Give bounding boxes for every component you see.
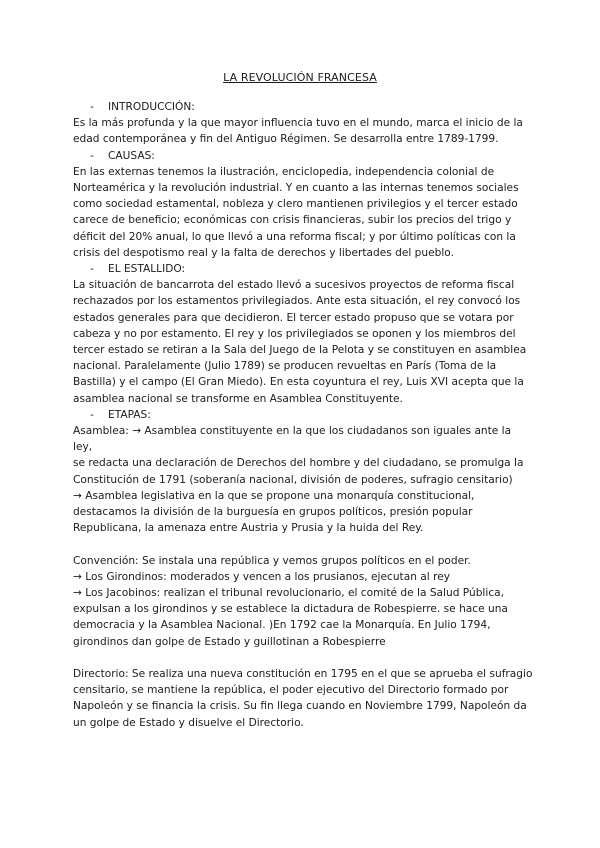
section-paragraph-causas (73, 164, 533, 261)
section-heading-introduccion (73, 99, 533, 115)
text-line: un golpe de Estado y disuelve el Directorio. (73, 716, 304, 729)
text-line: asamblea nacional se transforme en Asamblea Constituyente. (73, 392, 403, 405)
text-line: Convención: Se instala una república y vemos grupos políticos en el poder. (73, 554, 471, 567)
text-line: edad contemporánea y fin del Antiguo Régimen. Se desarrolla entre 1789-1799. (73, 133, 499, 146)
text-line: rechazados por los estamentos privilegiados. Ante esta situación, el rey convocó los (73, 295, 521, 308)
text-line: censitario, se mantiene la república, el poder ejecutivo del Directorio formado por (73, 684, 509, 697)
text-line: Napoleón y se financia la crisis. Su fin llega cuando en Noviembre 1799, Napoleón da (73, 700, 527, 713)
text-line: → Los Jacobinos: realizan el tribunal revolucionario, el comité de la Salud Pública, (73, 587, 505, 600)
bullet-dash: - (90, 149, 94, 162)
text-line: estados generales para que decidieron. El tercer estado propuso que se votara por (73, 311, 514, 324)
section-heading-estallido (73, 261, 533, 277)
text-line: destacamos la división de la burguesía en grupos políticos, presión popular (73, 506, 473, 519)
text-line: como sociedad estamental, nobleza y clero mantienen privilegios y el tercer estado (73, 198, 518, 211)
text-line: girondinos dan golpe de Estado y guillotinan a Robespierre (73, 635, 386, 648)
text-line: Republicana, la amenaza entre Austria y Prusia y la huida del Rey. (73, 522, 424, 535)
text-line: Constitución de 1791 (soberanía nacional, división de poderes, sufragio censitario) (73, 473, 513, 486)
blank-line (73, 536, 533, 552)
text-line: En las externas tenemos la ilustración, enciclopedia, independencia colonial de (73, 165, 495, 178)
text-line: tercer estado se retiran a la Sala del Juego de la Pelota y se constituyen en asamblea (73, 344, 527, 356)
bullet-dash: - (90, 408, 94, 421)
section-heading-etapas (73, 407, 533, 423)
section-paragraph-asamblea (73, 423, 533, 536)
heading-text: INTRODUCCIÓN: (108, 101, 195, 113)
heading-text: EL ESTALLIDO: (108, 263, 186, 275)
document-body (73, 99, 533, 731)
section-paragraph-convencion (73, 553, 533, 650)
text-line: déficit del 20% anual, lo que llevó a una reforma fiscal; y por último políticas con la (73, 230, 516, 243)
text-line: carece de beneficio; económicas con crisis financieras, subir los precios del trigo y (73, 214, 512, 227)
section-heading-causas (73, 148, 533, 164)
text-line: → Los Girondinos: moderados y vencen a los prusianos, ejecutan al rey (73, 570, 450, 583)
text-line: Norteamérica y la revolución industrial. Y en cuanto a las internas tenemos sociales (73, 181, 519, 194)
heading-text: ETAPAS: (108, 408, 151, 421)
text-line: democracia y la Asamblea Nacional. )En 1792 cae la Monarquía. En Julio 1794, (73, 619, 491, 632)
section-paragraph-directorio (73, 666, 533, 731)
section-paragraph-introduccion (73, 115, 533, 147)
text-line: Directorio: Se realiza una nueva constitución en 1795 en el que se aprueba el sufragio (73, 668, 533, 681)
text-line: nacional. Paralelamente (Julio 1789) se producen revueltas en París (Toma de la (73, 360, 497, 373)
text-line: expulsan a los girondinos y se establece la dictadura de Robespierre. se hace una (73, 603, 508, 616)
blank-line (73, 650, 533, 666)
bullet-dash: - (90, 263, 94, 275)
text-line: cabeza y no por estamento. El rey y los privilegiados se oponen y los miembros del (73, 327, 516, 340)
document-title: LA REVOLUCIÓN FRANCESA (223, 71, 377, 84)
bullet-dash: - (90, 101, 94, 113)
text-line: → Asamblea legislativa en la que se propone una monarquía constitucional, (73, 489, 475, 502)
text-line: Es la más profunda y la que mayor influencia tuvo en el mundo, marca el inicio de la (73, 117, 523, 130)
text-line: Asamblea: → Asamblea constituyente en la que los ciudadanos son iguales ante la ley, (73, 425, 512, 454)
text-line: Bastilla) y el campo (El Gran Miedo). En esta coyuntura el rey, Luis XVI acepta que la (73, 376, 524, 389)
text-line: crisis del despotismo real y la falta de derechos y libertades del pueblo. (73, 246, 454, 259)
heading-text: CAUSAS: (108, 149, 155, 162)
section-paragraph-estallido (73, 277, 533, 407)
text-line: se redacta una declaración de Derechos del hombre y del ciudadano, se promulga la (73, 457, 524, 470)
text-line: La situación de bancarrota del estado llevó a sucesivos proyectos de reforma fiscal (73, 279, 515, 292)
